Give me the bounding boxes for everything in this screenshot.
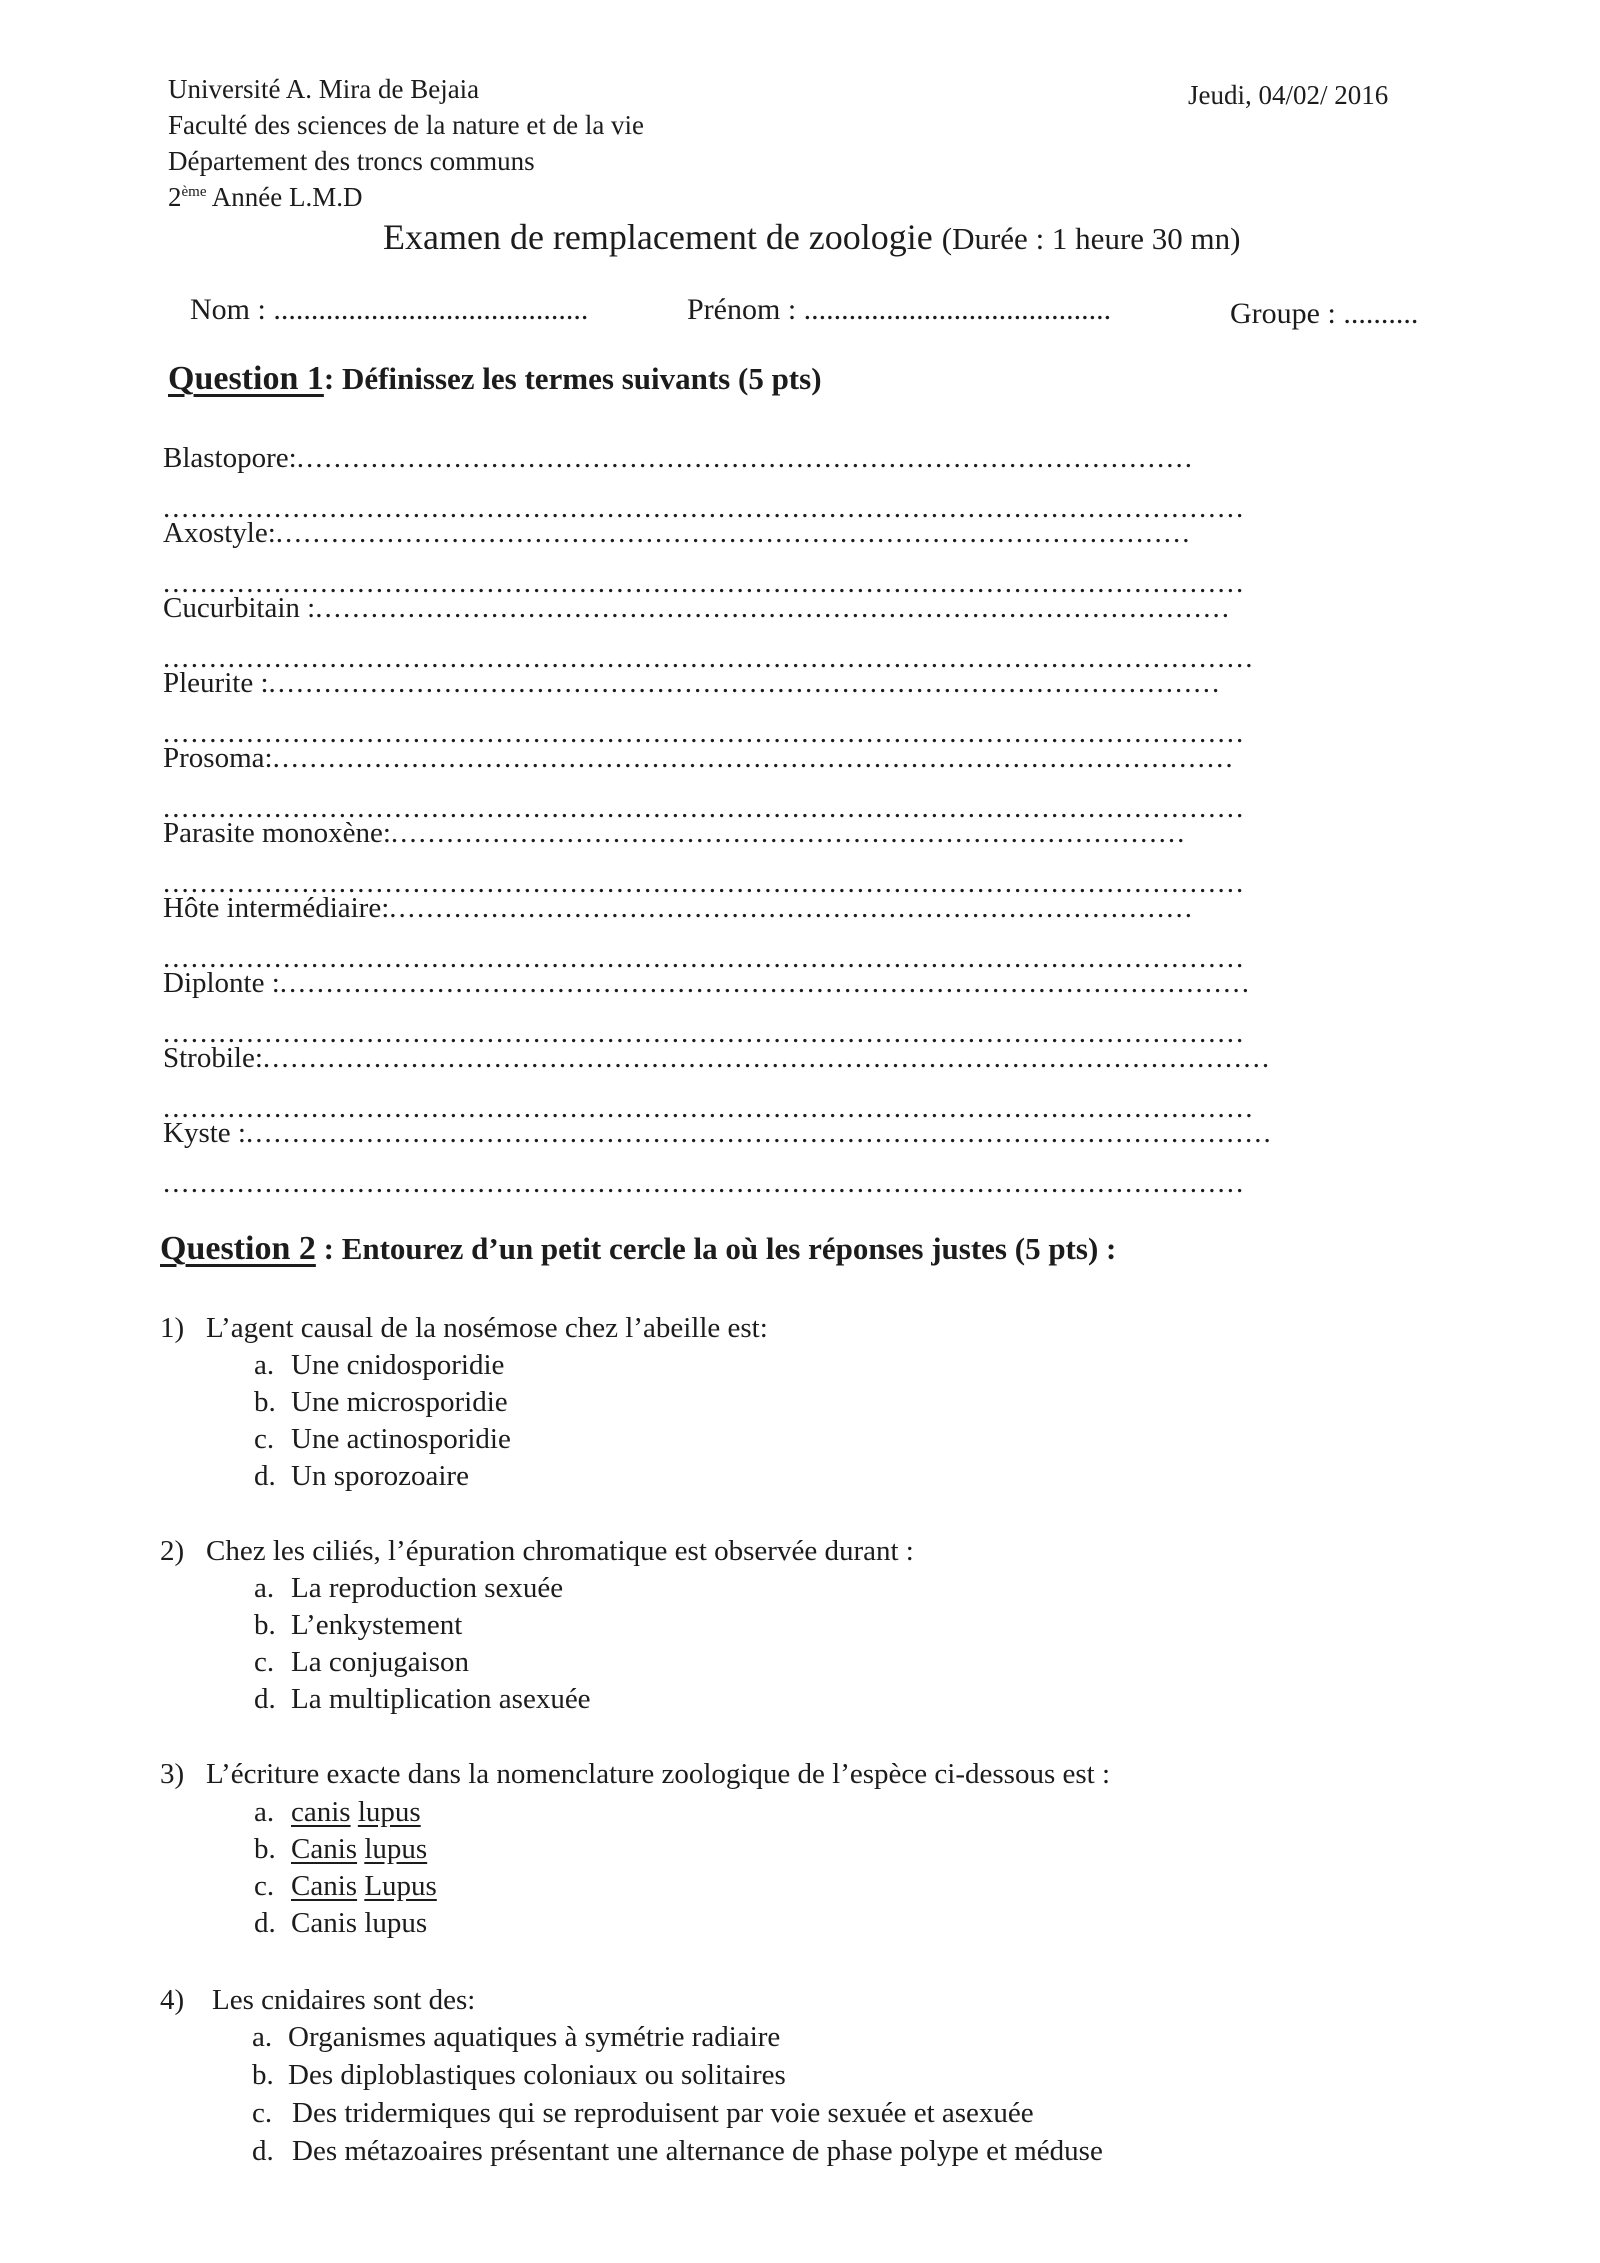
term-label: Diplonte : bbox=[163, 967, 280, 999]
mcq-item-number: 2) bbox=[160, 1535, 185, 1567]
groupe-label: Groupe : bbox=[1230, 297, 1336, 330]
mcq-option[interactable] bbox=[254, 1796, 421, 1829]
mcq-item-text: Chez les ciliés, l’épuration chromatique est observée durant : bbox=[206, 1535, 914, 1567]
term-label: Axostyle: bbox=[163, 517, 276, 549]
term-blank: ....................................................................................................... bbox=[268, 667, 1222, 699]
mcq-item-4 bbox=[160, 1984, 475, 2017]
answer-line[interactable]: ...................................................................................................................... bbox=[163, 1092, 1255, 1124]
option-text: Une actinosporidie bbox=[291, 1423, 511, 1455]
term-label: Kyste : bbox=[163, 1117, 246, 1149]
option-text: Des diploblastiques coloniaux ou solitaires bbox=[288, 2059, 786, 2091]
exam-duration: (Durée : 1 heure 30 mn) bbox=[941, 221, 1241, 256]
prenom-label: Prénom : bbox=[687, 293, 797, 326]
mcq-item-2 bbox=[160, 1535, 914, 1568]
mcq-option[interactable] bbox=[254, 1833, 427, 1866]
university-name: Université A. Mira de Bejaia bbox=[168, 74, 480, 104]
exam-date: Jeudi, 04/02/ 2016 bbox=[1188, 80, 1389, 110]
mcq-item-1 bbox=[160, 1312, 768, 1345]
option-genus: Canis bbox=[291, 1870, 358, 1902]
question-2-text: Entourez d’un petit cercle la où les réponses justes (5 pts) : bbox=[341, 1231, 1117, 1266]
option-letter: a. bbox=[254, 1349, 275, 1381]
term-line[interactable] bbox=[163, 1117, 1273, 1150]
term-line[interactable] bbox=[163, 667, 1221, 700]
option-letter: c. bbox=[254, 1423, 275, 1455]
option-letter: d. bbox=[252, 2135, 274, 2167]
term-line[interactable] bbox=[163, 1042, 1271, 1075]
question-2-separator: : bbox=[323, 1231, 334, 1266]
groupe-blank: .......... bbox=[1343, 297, 1419, 330]
option-text: La conjugaison bbox=[291, 1646, 469, 1678]
question-2-number: Question 2 bbox=[160, 1230, 316, 1267]
option-text: La reproduction sexuée bbox=[291, 1572, 564, 1604]
option-genus: canis bbox=[291, 1796, 351, 1828]
mcq-option[interactable] bbox=[254, 1646, 469, 1679]
question-1-text: Définissez les termes suivants (5 pts) bbox=[341, 361, 822, 396]
term-label: Parasite monoxène: bbox=[163, 817, 391, 849]
mcq-item-number: 3) bbox=[160, 1758, 185, 1790]
option-species: lupus bbox=[357, 1796, 421, 1828]
mcq-option[interactable] bbox=[252, 2097, 1034, 2130]
term-blank: ................................................................................................... bbox=[315, 592, 1231, 624]
department-name: Département des troncs communs bbox=[168, 146, 535, 176]
answer-line[interactable]: ..................................................................................................................... bbox=[163, 717, 1246, 749]
faculty-name: Faculté des sciences de la nature et de la vie bbox=[168, 110, 645, 140]
option-letter: b. bbox=[254, 1609, 276, 1641]
question-1-number: Question 1 bbox=[168, 360, 324, 397]
study-year-number: 2 bbox=[168, 182, 182, 212]
term-blank: ......................................................................................................... bbox=[279, 967, 1252, 999]
mcq-option[interactable] bbox=[254, 1572, 563, 1605]
answer-line[interactable]: ..................................................................................................................... bbox=[163, 1017, 1246, 1049]
term-blank: ...................................................................................... bbox=[390, 817, 1187, 849]
option-letter: a. bbox=[252, 2021, 273, 2053]
mcq-item-text: L’agent causal de la nosémose chez l’abeille est: bbox=[206, 1312, 768, 1344]
option-letter: b. bbox=[254, 1386, 276, 1418]
option-species: lupus bbox=[364, 1833, 428, 1865]
answer-line[interactable]: ..................................................................................................................... bbox=[163, 1167, 1246, 1199]
option-text: Des tridermiques qui se reproduisent par voie sexuée et asexuée bbox=[292, 2097, 1034, 2129]
option-letter: a. bbox=[254, 1796, 275, 1828]
option-letter: d. bbox=[254, 1683, 276, 1715]
option-letter: b. bbox=[252, 2059, 274, 2091]
option-species: Lupus bbox=[364, 1870, 437, 1902]
mcq-option[interactable] bbox=[254, 1870, 437, 1903]
answer-line[interactable]: ..................................................................................................................... bbox=[163, 867, 1246, 899]
term-line[interactable] bbox=[163, 517, 1192, 550]
option-letter: c. bbox=[254, 1870, 275, 1902]
option-genus: Canis bbox=[291, 1833, 358, 1865]
option-text: La multiplication asexuée bbox=[291, 1683, 591, 1715]
option-letter: d. bbox=[254, 1460, 276, 1492]
term-blank: ................................................................................................. bbox=[296, 442, 1194, 474]
term-blank: ........................................................................................................ bbox=[272, 742, 1235, 774]
answer-line[interactable]: ..................................................................................................................... bbox=[163, 567, 1246, 599]
answer-line[interactable]: ..................................................................................................................... bbox=[163, 492, 1246, 524]
groupe-field[interactable] bbox=[1230, 297, 1418, 331]
term-label: Hôte intermédiaire: bbox=[163, 892, 390, 924]
answer-line[interactable]: ..................................................................................................................... bbox=[163, 792, 1246, 824]
answer-line[interactable]: ...................................................................................................................... bbox=[163, 642, 1255, 674]
mcq-item-number: 1) bbox=[160, 1312, 185, 1344]
option-genus: Canis bbox=[291, 1907, 358, 1939]
option-text: Des métazoaires présentant une alternance de phase polype et méduse bbox=[292, 2135, 1103, 2167]
mcq-option[interactable] bbox=[254, 1349, 504, 1382]
mcq-option[interactable] bbox=[254, 1460, 469, 1493]
option-letter: c. bbox=[252, 2097, 273, 2129]
term-blank: ............................................................................................................... bbox=[245, 1117, 1273, 1149]
term-label: Strobile: bbox=[163, 1042, 263, 1074]
mcq-option[interactable] bbox=[254, 1423, 511, 1456]
option-letter: b. bbox=[254, 1833, 276, 1865]
mcq-option[interactable] bbox=[252, 2059, 786, 2092]
question-1-heading bbox=[168, 360, 822, 398]
mcq-option[interactable] bbox=[254, 1386, 508, 1419]
option-text: Une microsporidie bbox=[291, 1386, 508, 1418]
study-year bbox=[168, 180, 362, 214]
mcq-option[interactable] bbox=[254, 1907, 427, 1940]
term-line[interactable] bbox=[163, 442, 1194, 475]
term-line[interactable] bbox=[163, 817, 1186, 850]
mcq-item-text: L’écriture exacte dans la nomenclature zoologique de l’espèce ci-dessous est : bbox=[206, 1758, 1110, 1790]
term-label: Prosoma: bbox=[163, 742, 273, 774]
nom-blank: .......................................... bbox=[273, 293, 589, 326]
mcq-option[interactable] bbox=[254, 1609, 462, 1642]
term-line[interactable] bbox=[163, 967, 1251, 1000]
option-letter: d. bbox=[254, 1907, 276, 1939]
option-text: Organismes aquatiques à symétrie radiaire bbox=[288, 2021, 781, 2053]
question-1-separator: : bbox=[323, 361, 335, 396]
mcq-item-number: 4) bbox=[160, 1984, 185, 2016]
prenom-blank: ......................................... bbox=[803, 293, 1112, 326]
mcq-item-text: Les cnidaires sont des: bbox=[212, 1984, 476, 2016]
option-species: lupus bbox=[364, 1907, 428, 1939]
study-year-superscript: ème bbox=[181, 184, 207, 200]
nom-label: Nom : bbox=[190, 293, 266, 326]
term-label: Pleurite : bbox=[163, 667, 269, 699]
term-line[interactable] bbox=[163, 592, 1231, 625]
exam-title bbox=[383, 216, 1240, 258]
term-blank: ............................................................................................................. bbox=[262, 1042, 1272, 1074]
option-text: Un sporozoaire bbox=[291, 1460, 469, 1492]
study-year-text: Année L.M.D bbox=[211, 182, 363, 212]
mcq-item-3 bbox=[160, 1758, 1110, 1791]
term-line[interactable] bbox=[163, 742, 1235, 775]
option-letter: c. bbox=[254, 1646, 275, 1678]
term-label: Cucurbitain : bbox=[163, 592, 316, 624]
term-line[interactable] bbox=[163, 892, 1194, 925]
answer-line[interactable]: ..................................................................................................................... bbox=[163, 942, 1246, 974]
mcq-option[interactable] bbox=[252, 2021, 780, 2054]
term-blank: ................................................................................................... bbox=[275, 517, 1192, 549]
nom-field[interactable] bbox=[190, 293, 588, 327]
question-2-heading bbox=[160, 1230, 1116, 1268]
mcq-option[interactable] bbox=[254, 1683, 591, 1716]
prenom-field[interactable] bbox=[687, 293, 1111, 327]
option-letter: a. bbox=[254, 1572, 275, 1604]
mcq-option[interactable] bbox=[252, 2135, 1103, 2168]
term-label: Blastopore: bbox=[163, 442, 297, 474]
option-text: Une cnidosporidie bbox=[291, 1349, 505, 1381]
exam-title-main: Examen de remplacement de zoologie bbox=[383, 217, 933, 257]
term-blank: ....................................................................................... bbox=[389, 892, 1195, 924]
option-text: L’enkystement bbox=[291, 1609, 463, 1641]
